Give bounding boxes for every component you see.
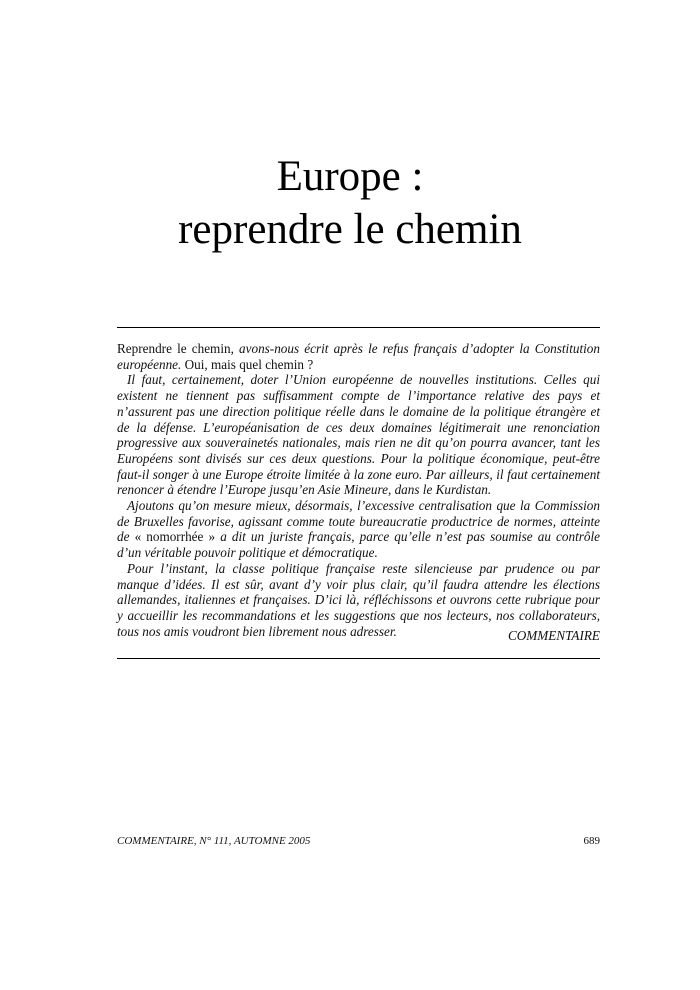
title-line-1: Europe : [276,153,424,200]
article-body [117,341,600,639]
top-rule [117,327,600,328]
paragraph-3-part-b: a dit un juriste français, parce qu’elle n’est pas soumise au contrôle d’un véritable pouvoir politique et démocratique. [117,529,601,561]
paragraph-3 [117,498,600,561]
signature: COMMENTAIRE [507,628,600,643]
paragraph-1 [117,341,600,372]
page-title [0,150,700,256]
page-footer [117,835,600,851]
paragraph-4: Pour l’instant, la classe politique française reste silencieuse par prudence ou par manque d’idées. Il est sûr, avant d’y voir plus clair, qu’il faudra attendre les élections allemandes, italiennes et françaises. D’ici là, réfléchissons et ouvrons cette rubrique pour y accueillir les recommandations et les suggestions que nos lecteurs, nos collaborateurs, tous nos amis voudront bien librement nous adresser. [117,560,600,639]
title-line-2: reprendre le chemin [178,206,522,253]
paragraph-1-italic: avons-nous écrit après le refus français d’adopter la Constitution européenne. [117,341,600,372]
paragraph-2: Il faut, certainement, doter l’Union européenne de nouvelles institutions. Celles qui existent ne tiennent pas suffisamment compte de l’importance relative des pays et n’assurent pas une direction politique réelle dans le domaine de la politique étrangère et de la défense. L’européanisation de ces deux domaines légitimerait une renonciation progressive aux souverainetés nationales, mais rien ne dit qu’on pourra avancer, tant les Européens sont divisés sur ces deux questions. Pour la politique économique, peut-être faut-il songer à une Europe étroite limitée à la zone euro. Par ailleurs, il faut certainement renoncer à étendre l’Europe jusqu’en Asie Mineure, dans le Kurdistan. [117,372,600,498]
paragraph-1-lead: Reprendre le chemin, [117,341,234,356]
paragraph-3-part-a: Ajoutons qu’on mesure mieux, désormais, l’excessive centralisation que la Commission de Bruxelles favorise, agissant comme toute bureaucratie productrice de normes, atteinte de [117,498,600,545]
page-number: 689 [583,835,600,847]
paragraph-1-tail: Oui, mais quel chemin ? [181,356,314,372]
bottom-rule [117,658,600,659]
paragraph-3-quote: « nomorrhée » [134,529,216,545]
journal-citation: COMMENTAIRE, N° 111, AUTOMNE 2005 [117,835,311,847]
